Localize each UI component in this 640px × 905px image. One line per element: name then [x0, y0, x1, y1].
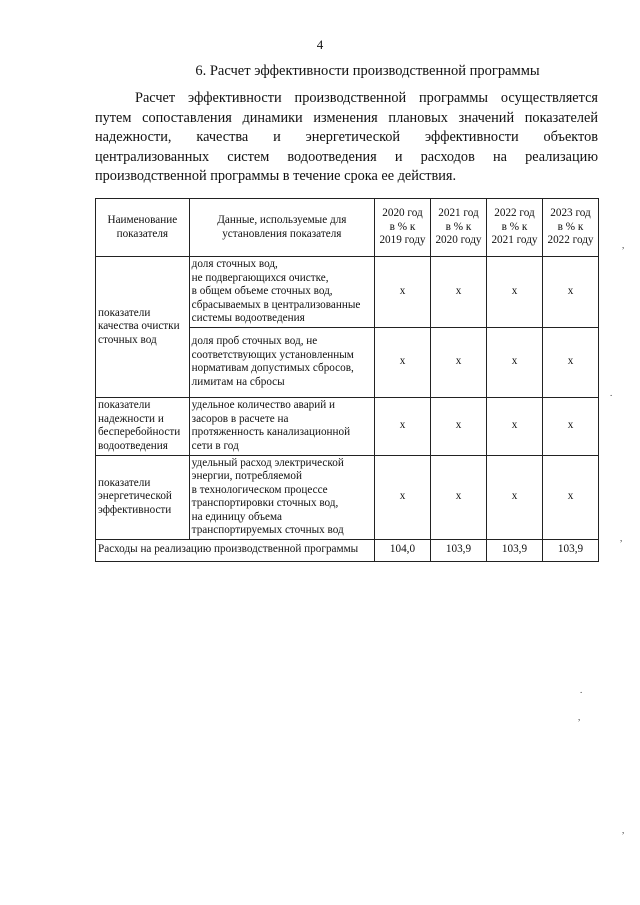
total-value: 104,0: [374, 539, 430, 561]
value-cell: x: [430, 397, 486, 455]
scan-speck: ,: [622, 825, 625, 835]
value-cell: x: [430, 327, 486, 397]
scan-speck: ,: [620, 533, 623, 543]
scan-speck: ,: [622, 240, 625, 250]
indicator-data: доля сточных вод, не подвергающихся очистке, в общем объеме сточных вод, сбрасываемых в централизованные системы водоотведения: [189, 257, 374, 328]
header-indicator-name: Наименование показателя: [96, 199, 190, 257]
scan-speck: .: [580, 685, 583, 695]
total-value: 103,9: [486, 539, 542, 561]
header-2023: 2023 год в % к 2022 году: [542, 199, 598, 257]
table-row: [96, 397, 599, 455]
indicator-data: удельный расход электрической энергии, потребляемой в технологическом процессе транспортировки сточных вод, на единицу объема транспортируемых сточных вод: [189, 455, 374, 539]
table-row: [96, 455, 599, 539]
indicator-data: доля проб сточных вод, не соответствующих установленным нормативам допустимых сбросов, лимитам на сбросы: [189, 327, 374, 397]
total-value: 103,9: [430, 539, 486, 561]
value-cell: x: [542, 455, 598, 539]
total-value: 103,9: [542, 539, 598, 561]
value-cell: x: [374, 257, 430, 328]
header-2022: 2022 год в % к 2021 году: [486, 199, 542, 257]
header-2021: 2021 год в % к 2020 году: [430, 199, 486, 257]
group-name-reliability: показатели надежности и бесперебойности водоотведения: [96, 397, 190, 455]
value-cell: x: [374, 397, 430, 455]
group-name-energy: показатели энергетической эффективности: [96, 455, 190, 539]
table-row-total: [96, 539, 599, 561]
scan-speck: ,: [578, 712, 581, 722]
value-cell: x: [374, 455, 430, 539]
total-label: Расходы на реализацию производственной программы: [96, 539, 375, 561]
page-number: 4: [316, 37, 324, 52]
header-2020: 2020 год в % к 2019 году: [374, 199, 430, 257]
value-cell: x: [430, 257, 486, 328]
value-cell: x: [374, 327, 430, 397]
table-header-row: [96, 199, 599, 257]
value-cell: x: [542, 257, 598, 328]
value-cell: x: [542, 397, 598, 455]
value-cell: x: [486, 257, 542, 328]
value-cell: x: [430, 455, 486, 539]
value-cell: x: [486, 327, 542, 397]
section-heading: 6. Расчет эффективности производственной программы: [195, 63, 540, 79]
intro-paragraph: Расчет эффективности производственной программы осуществляется путем сопоставления динамики изменения плановых значений показателей надежности, качества и энергетической эффективности объектов централизованных систем водоотведения и расходов на реализацию производственной программы в течение срока ее действия.: [95, 90, 598, 184]
value-cell: x: [486, 397, 542, 455]
group-name-quality: показатели качества очистки сточных вод: [96, 257, 190, 398]
table-row: [96, 257, 599, 328]
scan-speck: .: [610, 388, 613, 398]
efficiency-table: [95, 198, 599, 562]
value-cell: x: [542, 327, 598, 397]
value-cell: x: [486, 455, 542, 539]
indicator-data: удельное количество аварий и засоров в расчете на протяженность канализационной сети в год: [189, 397, 374, 455]
header-indicator-data: Данные, используемые для установления показателя: [189, 199, 374, 257]
